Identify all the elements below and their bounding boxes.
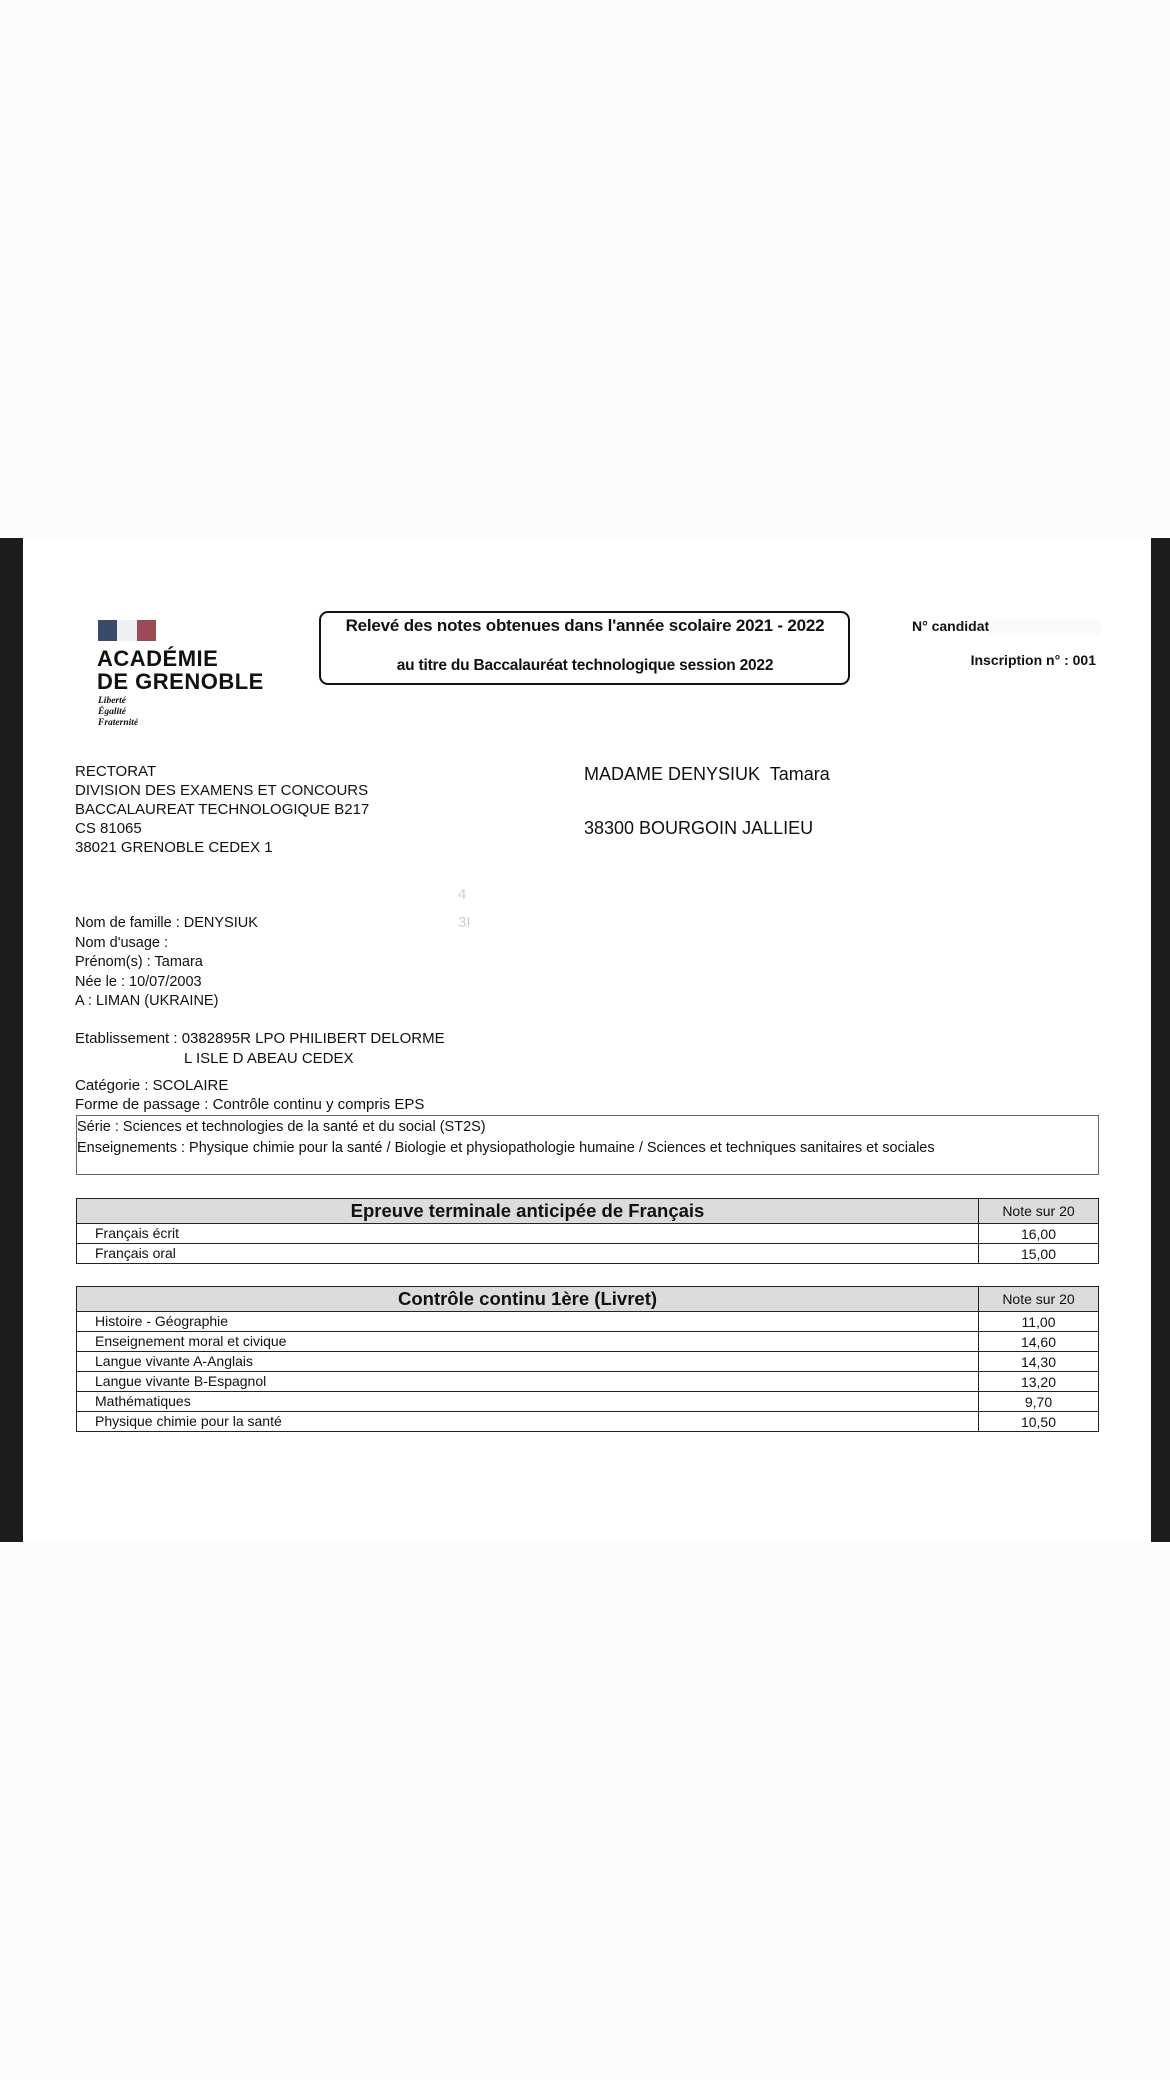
- logo-line-2: DE GRENOBLE: [97, 669, 264, 694]
- establishment-line-2: L ISLE D ABEAU CEDEX: [184, 1050, 354, 1067]
- teachings: Enseignements : Physique chimie pour la santé / Biologie et physiopathologie humaine / Sciences et techniques sanitaires et sociales: [77, 1140, 935, 1156]
- table-row: [77, 1312, 1099, 1332]
- table-row: [77, 1372, 1099, 1392]
- sender-line: 38021 GRENOBLE CEDEX 1: [75, 839, 273, 856]
- birth-place: A : LIMAN (UKRAINE): [75, 993, 219, 1009]
- table-header-row: [77, 1199, 1099, 1224]
- birth-date: Née le : 10/07/2003: [75, 973, 202, 990]
- note-column-header: Note sur 20: [979, 1287, 1099, 1312]
- recipient-name: MADAME DENYSIUK Tamara: [584, 764, 830, 784]
- table-title: Contrôle continu 1ère (Livret): [77, 1287, 979, 1312]
- logo-line-1: ACADÉMIE: [97, 646, 219, 671]
- subject-label: Histoire - Géographie: [77, 1312, 979, 1332]
- candidate-number: [912, 618, 1101, 635]
- redacted-candidate-number: [989, 620, 1101, 635]
- subject-label: Langue vivante A-Anglais: [77, 1352, 979, 1372]
- table-row: [77, 1224, 1099, 1244]
- grade-value: 11,00: [979, 1312, 1099, 1332]
- establishment-line-1: Etablissement : 0382895R LPO PHILIBERT DELORME: [75, 1030, 445, 1047]
- series-box: [76, 1115, 1099, 1175]
- grade-value: 16,00: [979, 1224, 1099, 1244]
- family-name: Nom de famille : DENYSIUK: [75, 915, 258, 931]
- sender-line: DIVISION DES EXAMENS ET CONCOURS: [75, 782, 369, 799]
- document-subtitle: au titre du Baccalauréat technologique session 2022: [396, 657, 774, 674]
- french-exam-table: [76, 1198, 1099, 1264]
- exam-mode: Forme de passage : Contrôle continu y compris EPS: [75, 1096, 425, 1113]
- recipient-city: 38300 BOURGOIN JALLIEU: [584, 818, 814, 838]
- inscription-number: Inscription n° : 001: [970, 652, 1096, 668]
- subject-label: Mathématiques: [77, 1392, 979, 1412]
- series: Série : Sciences et technologies de la santé et du social (ST2S): [77, 1119, 486, 1135]
- motto-liberte: Liberté: [98, 696, 126, 706]
- table-row: [77, 1352, 1099, 1372]
- sender-line: BACCALAUREAT TECHNOLOGIQUE B217: [75, 801, 370, 818]
- sender-line: RECTORAT: [75, 763, 157, 780]
- category: Catégorie : SCOLAIRE: [75, 1077, 229, 1094]
- subject-label: Français oral: [77, 1244, 979, 1264]
- subject-label: Langue vivante B-Espagnol: [77, 1372, 979, 1392]
- document-title: Relevé des notes obtenues dans l'année scolaire 2021 - 2022: [345, 616, 825, 635]
- subject-label: Physique chimie pour la santé: [77, 1412, 979, 1432]
- grade-value: 15,00: [979, 1244, 1099, 1264]
- right-dark-border: [1151, 538, 1170, 1542]
- faded-mark: 3I: [458, 914, 471, 931]
- motto-egalite: Égalité: [98, 707, 126, 717]
- table-row: [77, 1392, 1099, 1412]
- sender-address: [75, 762, 369, 857]
- first-name: Prénom(s) : Tamara: [75, 954, 203, 970]
- table-row: [77, 1244, 1099, 1264]
- sender-line: CS 81065: [75, 820, 142, 837]
- subject-label: Enseignement moral et civique: [77, 1332, 979, 1352]
- motto-fraternite: Fraternité: [98, 718, 139, 728]
- candidate-number-label: N° candidat: [912, 618, 990, 634]
- grade-value: 14,30: [979, 1352, 1099, 1372]
- table-title: Epreuve terminale anticipée de Français: [77, 1199, 979, 1224]
- faded-mark: 4: [458, 886, 467, 903]
- note-column-header: Note sur 20: [979, 1199, 1099, 1224]
- table-header-row: [77, 1287, 1099, 1312]
- table-row: [77, 1412, 1099, 1432]
- grade-value: 13,20: [979, 1372, 1099, 1392]
- category-block: [75, 1076, 424, 1114]
- grade-value: 14,60: [979, 1332, 1099, 1352]
- continuous-assessment-table: [76, 1286, 1099, 1432]
- candidate-identity: [75, 914, 258, 1012]
- establishment: [75, 1029, 445, 1069]
- left-dark-border: [0, 538, 23, 1542]
- grade-value: 9,70: [979, 1392, 1099, 1412]
- republic-motto: [98, 696, 138, 729]
- grade-value: 10,50: [979, 1412, 1099, 1432]
- subject-label: Français écrit: [77, 1224, 979, 1244]
- table-row: [77, 1332, 1099, 1352]
- usage-name: Nom d'usage :: [75, 934, 169, 951]
